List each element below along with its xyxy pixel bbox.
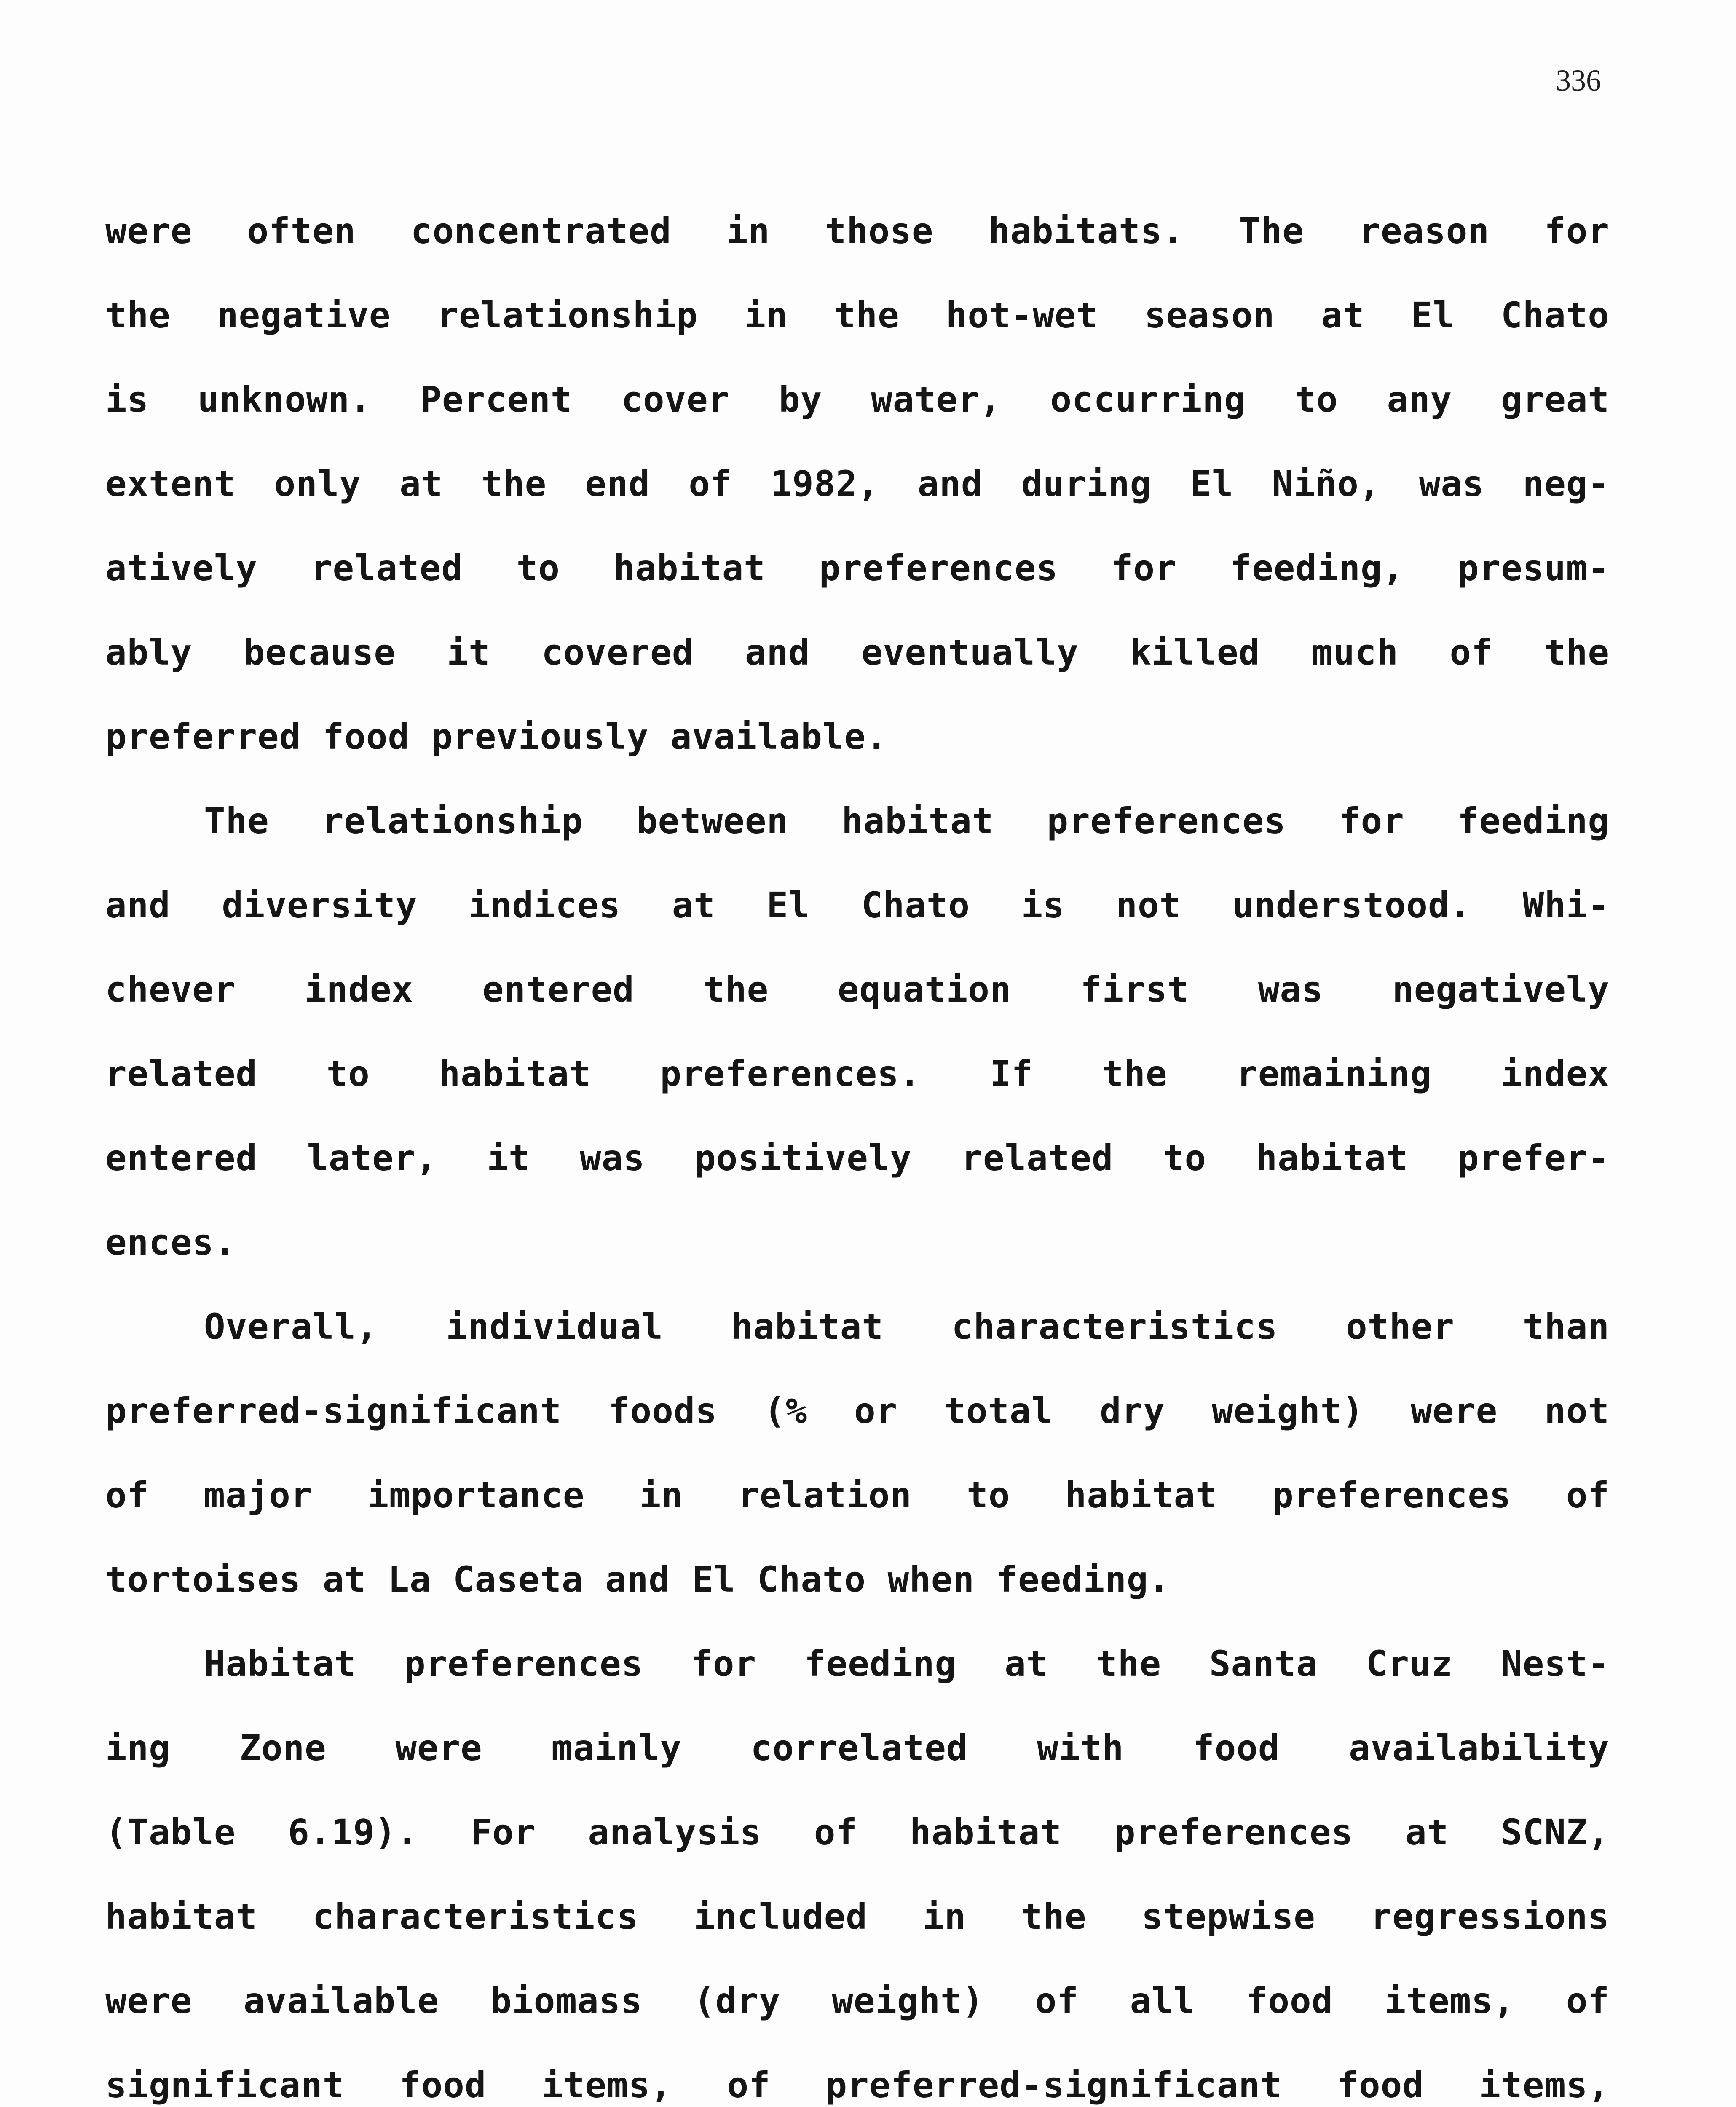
text-line: of major importance in relation to habitat preferences of [105, 1474, 1610, 1516]
page-number: 336 [1556, 64, 1601, 97]
text-line: entered later, it was positively related to habitat prefer- [105, 1137, 1610, 1179]
text-line: were available biomass (dry weight) of all food items, of [105, 1980, 1610, 2021]
text-line: preferred-significant foods (% or total dry weight) were not [105, 1390, 1610, 1431]
text-line: chever index entered the equation first was negatively [105, 969, 1610, 1010]
text-line: tortoises at La Caseta and El Chato when feeding. [105, 1559, 1171, 1600]
text-line: Overall, individual habitat characteristics other than [204, 1306, 1610, 1347]
text-line: and diversity indices at El Chato is not understood. Whi- [105, 885, 1610, 926]
text-line: (Table 6.19). For analysis of habitat preferences at SCNZ, [105, 1812, 1610, 1853]
text-line: ing Zone were mainly correlated with food availability [105, 1727, 1610, 1769]
text-line: were often concentrated in those habitats. The reason for [105, 210, 1610, 252]
text-line: preferred food previously available. [105, 716, 888, 757]
text-line: the negative relationship in the hot-wet season at El Chato [105, 295, 1610, 336]
text-line: ences. [105, 1222, 236, 1263]
body-text [105, 189, 1610, 2107]
text-line: habitat characteristics included in the stepwise regressions [105, 1896, 1610, 1937]
text-line: The relationship between habitat preferences for feeding [204, 800, 1610, 842]
text-line: is unknown. Percent cover by water, occurring to any great [105, 379, 1610, 420]
text-line: Habitat preferences for feeding at the Santa Cruz Nest- [204, 1643, 1610, 1684]
text-line: related to habitat preferences. If the remaining index [105, 1053, 1610, 1094]
text-line: significant food items, of preferred-significant food items, [105, 2064, 1610, 2106]
text-line: ably because it covered and eventually killed much of the [105, 632, 1610, 673]
text-line: atively related to habitat preferences for feeding, presum- [105, 547, 1610, 589]
text-line: extent only at the end of 1982, and during El Niño, was neg- [105, 463, 1610, 504]
